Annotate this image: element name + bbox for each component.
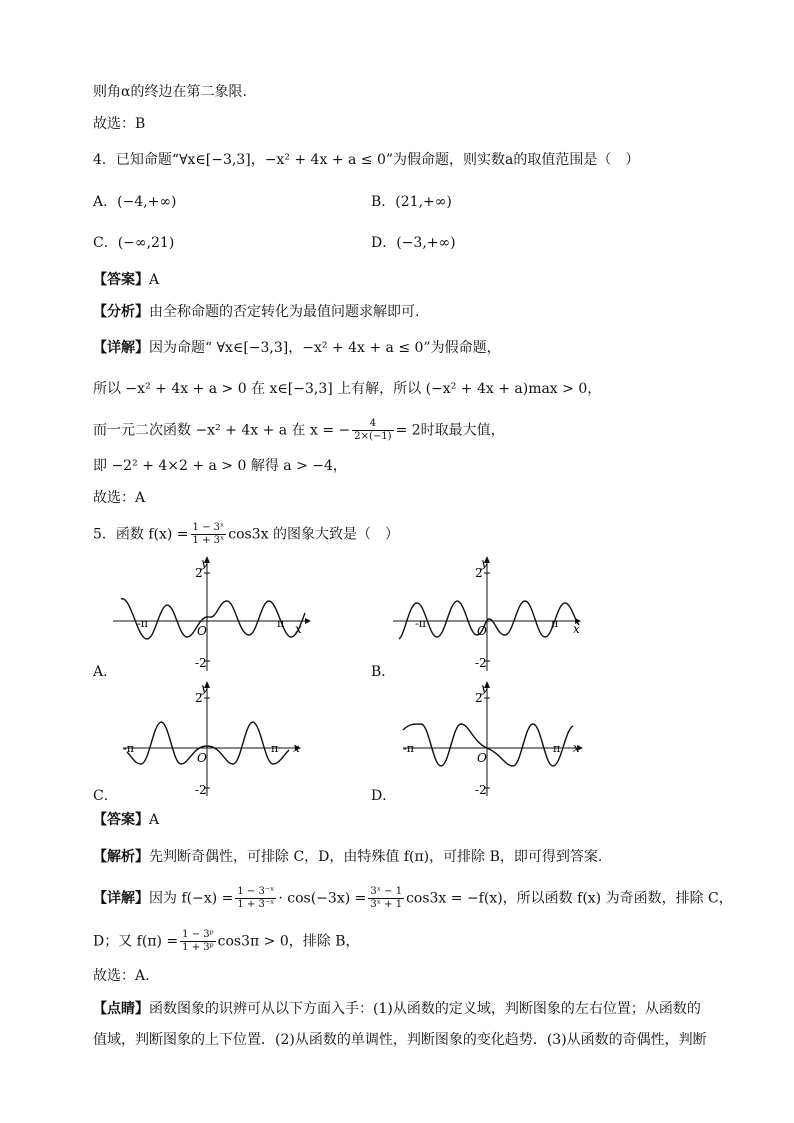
graph-b: [393, 555, 593, 673]
origin-label: O: [477, 624, 487, 638]
graph-a: [113, 555, 313, 673]
graph-c: [113, 680, 313, 798]
tick-neg-pi: -π: [415, 617, 426, 630]
answer-5: [93, 810, 159, 830]
fraction: [368, 886, 404, 911]
tick-2: 2: [195, 566, 203, 580]
remark: [93, 999, 701, 1019]
line-1: 则角α的终边在第二象限.: [93, 84, 247, 100]
remark-2: 值域，判断图象的上下位置．(2)从函数的单调性，判断图象的变化趋势．(3)从函数的奇偶性，判断: [93, 1032, 707, 1048]
fraction: [180, 929, 215, 954]
detail-4-c: [93, 418, 505, 443]
q4-option-c: C．(−∞,21): [93, 235, 175, 251]
fraction-denominator: 2×(−1): [354, 431, 392, 442]
curve-c: [127, 722, 289, 764]
analysis-tag: 【解析】: [93, 849, 149, 865]
answer-tag: 【答案】: [93, 272, 149, 288]
tick-pi: π: [271, 742, 279, 755]
detail-4: [93, 338, 501, 358]
fraction-denominator: 1 + 3⁻ˣ: [237, 899, 275, 910]
detail-5-c: 故选：A.: [93, 968, 150, 984]
q5-pre: 5．函数 f(x) =: [93, 526, 189, 543]
x-axis-label: x: [293, 741, 300, 755]
origin-label: O: [477, 751, 487, 765]
remark-text: 函数图象的识辨可从以下方面入手：(1)从函数的定义域，判断图象的左右位置；从函数的: [149, 1001, 701, 1017]
fraction: [235, 886, 276, 911]
detail-5: [93, 886, 733, 911]
detail-4-c-pre: 而一元二次函数 −x² + 4x + a 在 x = −: [93, 422, 351, 439]
detail-text: 因为命题“ ∀x∈[−3,3]，−x² + 4x + a ≤ 0”为假命题，: [149, 340, 501, 356]
detail-tag: 【详解】: [93, 340, 149, 356]
x-axis-label: x: [295, 622, 302, 636]
tick-2: 2: [475, 566, 483, 580]
curve-d: [403, 724, 573, 766]
analysis-5: [93, 847, 602, 867]
answer-value: A: [149, 812, 160, 828]
tick-neg-2: -2: [195, 656, 207, 670]
q4-option-b: B．(21,+∞): [371, 194, 452, 210]
fraction-numerator: 1 − 3ᵖ: [182, 929, 214, 940]
origin-label: O: [197, 751, 207, 765]
fraction-numerator: 1 − 3⁻ˣ: [237, 886, 275, 897]
fraction-denominator: 3ˣ + 1: [370, 899, 403, 910]
detail-4-c-post: = 2时取最大值，: [395, 422, 505, 439]
line-2: 故选：B: [93, 116, 146, 132]
fraction-denominator: 1 + 3ᵖ: [182, 942, 214, 953]
y-axis-label: y: [201, 556, 208, 570]
fraction-numerator: 1 − 3ˣ: [192, 522, 225, 533]
detail-4-d: 即 −2² + 4×2 + a > 0 解得 a > −4，: [93, 458, 347, 474]
tick-2: 2: [475, 691, 483, 705]
tick-neg-2: -2: [195, 783, 207, 797]
detail-tag: 【详解】: [93, 890, 149, 907]
analysis-text: 由全称命题的否定转化为最值问题求解即可.: [149, 304, 420, 320]
tick-2: 2: [195, 691, 203, 705]
detail-5-b: [93, 929, 359, 954]
tick-neg-pi: -π: [137, 617, 148, 630]
fraction-numerator: 4: [352, 418, 393, 431]
tick-pi: π: [553, 742, 561, 755]
fraction-denominator: 1 + 3ˣ: [192, 535, 225, 546]
fraction: [191, 522, 227, 547]
y-axis-label: y: [481, 681, 488, 695]
detail-5-b-post: cos3π > 0，排除 B，: [217, 933, 360, 950]
label-a: A．: [93, 664, 118, 680]
analysis-text: 先判断奇偶性，可排除 C，D，由特殊值 f(π)，可排除 B，即可得到答案.: [149, 849, 603, 865]
question-5: [93, 522, 399, 547]
detail-4-b: 所以 −x² + 4x + a > 0 在 x∈[−3,3] 上有解，所以 (−x² + 4x + a)max > 0，: [93, 381, 602, 397]
label-c: C．: [93, 788, 118, 804]
tick-pi: π: [551, 617, 559, 630]
tick-pi: π: [277, 617, 285, 630]
answer-4: [93, 270, 159, 290]
detail-5-pre: 因为 f(−x) =: [149, 890, 234, 907]
tick-neg-pi: -π: [403, 742, 414, 755]
tick-neg-pi: -π: [123, 742, 134, 755]
x-axis-label: x: [573, 622, 580, 636]
q4-option-a: A．(−4,+∞): [93, 194, 177, 210]
fraction: [352, 418, 393, 443]
label-d: D．: [371, 788, 397, 804]
detail-5-post: cos3x = −f(x)，所以函数 f(x) 为奇函数，排除 C，: [406, 890, 733, 907]
q4-option-d: D．(−3,+∞): [371, 235, 456, 251]
fraction-numerator: 3ˣ − 1: [370, 886, 403, 897]
analysis-4: [93, 302, 419, 322]
remark-tag: 【点睛】: [93, 1001, 149, 1017]
graph-d: [393, 680, 593, 798]
q5-post: cos3x 的图象大致是（ ）: [228, 526, 399, 543]
label-b: B．: [371, 664, 396, 680]
detail-5-mid: · cos(−3x) =: [278, 890, 367, 907]
origin-label: O: [197, 624, 207, 638]
answer-tag: 【答案】: [93, 812, 149, 828]
tick-neg-2: -2: [475, 783, 487, 797]
analysis-tag: 【分析】: [93, 304, 149, 320]
answer-value: A: [149, 272, 160, 288]
detail-5-b-pre: D；又 f(π) =: [93, 933, 179, 950]
x-axis-label: x: [573, 741, 580, 755]
detail-4-e: 故选：A: [93, 490, 146, 506]
question-4: 4．已知命题“∀x∈[−3,3]，−x² + 4x + a ≤ 0”为假命题，则实数a的取值范围是（ ）: [93, 152, 640, 168]
tick-neg-2: -2: [475, 656, 487, 670]
y-axis-label: y: [481, 556, 488, 570]
y-axis-label: y: [201, 681, 208, 695]
